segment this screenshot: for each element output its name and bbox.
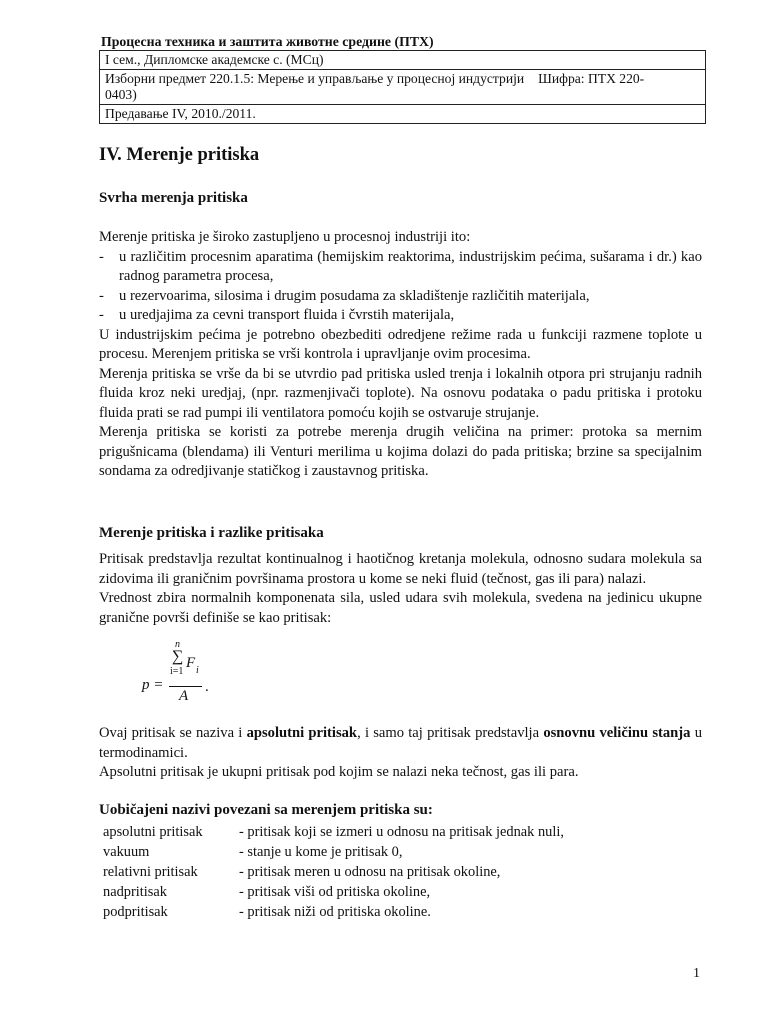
page-number: 1	[693, 966, 700, 981]
formula-period: .	[205, 679, 209, 695]
table-row	[103, 822, 564, 842]
header-row	[100, 51, 706, 70]
paragraph: Ovaj pritisak se naziva i apsolutni pritisak, i samo taj pritisak predstavlja osnovnu veličinu stanja u termodinamici.	[99, 725, 702, 761]
header-lecture-cell: Предавање IV, 2010./2011.	[100, 105, 706, 124]
definition-cell: - pritisak koji se izmeri u odnosu na pritisak jednak nuli,	[239, 824, 564, 840]
header-row	[100, 70, 706, 105]
intro-paragraph: Merenje pritiska je široko zastupljeno u procesnoj industriji ito:	[99, 229, 471, 245]
definition-cell: - stanje u kome je pritisak 0,	[239, 844, 403, 860]
fraction-bar	[169, 686, 202, 687]
table-row	[103, 902, 564, 922]
section-purpose-body	[99, 228, 702, 482]
paragraph: U industrijskim pećima je potrebno obezbediti odredjene režime rada u funkciji razmene toplote u procesu. Merenjem pritiska se vrši kontrola i upravljanje ovim procesima.	[99, 326, 702, 362]
table-row	[103, 882, 564, 902]
chapter-heading: IV. Merenje pritiska	[99, 145, 260, 165]
table-row	[103, 862, 564, 882]
paragraph: Pritisak predstavlja rezultat kontinualnog i haotičnog kretanja molekula, odnosno sudara molekula sa zidovima ili graničnim površinama prostora u kome se neki fluid (tečnost, gas ili para) nalazi.	[99, 551, 702, 587]
definition-cell: - pritisak viši od pritiska okoline,	[239, 884, 431, 900]
paragraph: Apsolutni pritisak je ukupni pritisak pod kojim se nalazi neka tečnost, gas ili para.	[99, 764, 579, 780]
list-item: - u različitim procesnim aparatima (hemijskim reaktorima, industrijskim pećima, sušarama i dr.) kao radnog parametra procesa,	[99, 248, 702, 284]
usage-list	[99, 248, 702, 326]
definition-cell: - pritisak meren u odnosu na pritisak okoline,	[239, 864, 501, 880]
paragraph: Vrednost zbira normalnih komponenata sila, usled udara svih molekula, svedena na jedinicu ukupne granične površi definiše se kao pritisak:	[99, 590, 702, 626]
header-info-table	[99, 50, 706, 124]
header-semester-cell: I сем., Дипломске академске с. (МСц)	[100, 51, 706, 70]
section-heading-measurement: Merenje pritiska i razlike pritisaka	[99, 525, 324, 541]
paragraph: Merenja pritiska se koristi za potrebe merenja drugih veličina na primer: protoka sa mernim prigušnicama (blendama) ili Venturi merilima u kojima dolazi do pada pritiska; brzine sa specijalnim sondama za odredjivanje statičkog i zaustavnog pritiska.	[99, 424, 702, 479]
paragraph: Merenja pritiska se vrše da bi se utvrdio pad pritiska usled trenja i lokalnih otpora pri strujanju radnih fluida kroz neki uredjaj, (npr. razmenjivači toplote). Na osnovu podataka o padu pritiska i protoku fluida prati se rad pumpi ili ventilatora pomoću kojih se ostvaruje strujanje.	[99, 365, 702, 421]
term-cell: vakuum	[103, 844, 150, 860]
course-code-continued: 0403)	[105, 87, 137, 102]
formula-subscript: i	[196, 665, 199, 676]
formula-denominator: A	[179, 688, 189, 704]
formula-upper-limit: n	[175, 639, 180, 650]
absolute-pressure-body	[99, 724, 702, 783]
summation-symbol: ∑	[172, 648, 184, 665]
terms-table	[103, 822, 564, 922]
term-state-variable: osnovnu veličinu stanja	[543, 725, 691, 741]
section-heading-terms: Uobičajeni nazivi povezani sa merenjem pritiska su:	[99, 802, 433, 818]
pressure-formula	[142, 639, 232, 707]
term-cell: relativni pritisak	[103, 864, 198, 880]
term-cell: apsolutni pritisak	[103, 824, 203, 840]
list-item: - u uredjajima za cevni transport fluida i čvrstih materijala,	[99, 307, 455, 323]
formula-lhs: p =	[142, 677, 164, 693]
course-name: Изборни предмет 220.1.5: Мерење и управљање у процесној индустрији	[105, 71, 525, 86]
list-item: - u rezervoarima, silosima i drugim posudama za skladištenje različitih materijala,	[99, 287, 590, 304]
header-row	[100, 105, 706, 124]
term-cell: nadpritisak	[103, 884, 167, 900]
section-measurement-body	[99, 550, 702, 628]
course-code: Шифра: ПТХ 220-	[538, 71, 645, 86]
term-absolute-pressure: apsolutni pritisak	[246, 725, 358, 741]
document-header-title: Процесна техника и заштита животне средине (ПТХ)	[101, 34, 434, 49]
header-course-cell	[100, 70, 706, 105]
formula-lower-limit: i=1	[170, 666, 184, 677]
term-cell: podpritisak	[103, 904, 168, 920]
definition-cell: - pritisak niži od pritiska okoline.	[239, 904, 431, 920]
formula-term: F	[186, 655, 196, 671]
section-heading-purpose: Svrha merenja pritiska	[99, 190, 248, 206]
table-row	[103, 842, 564, 862]
